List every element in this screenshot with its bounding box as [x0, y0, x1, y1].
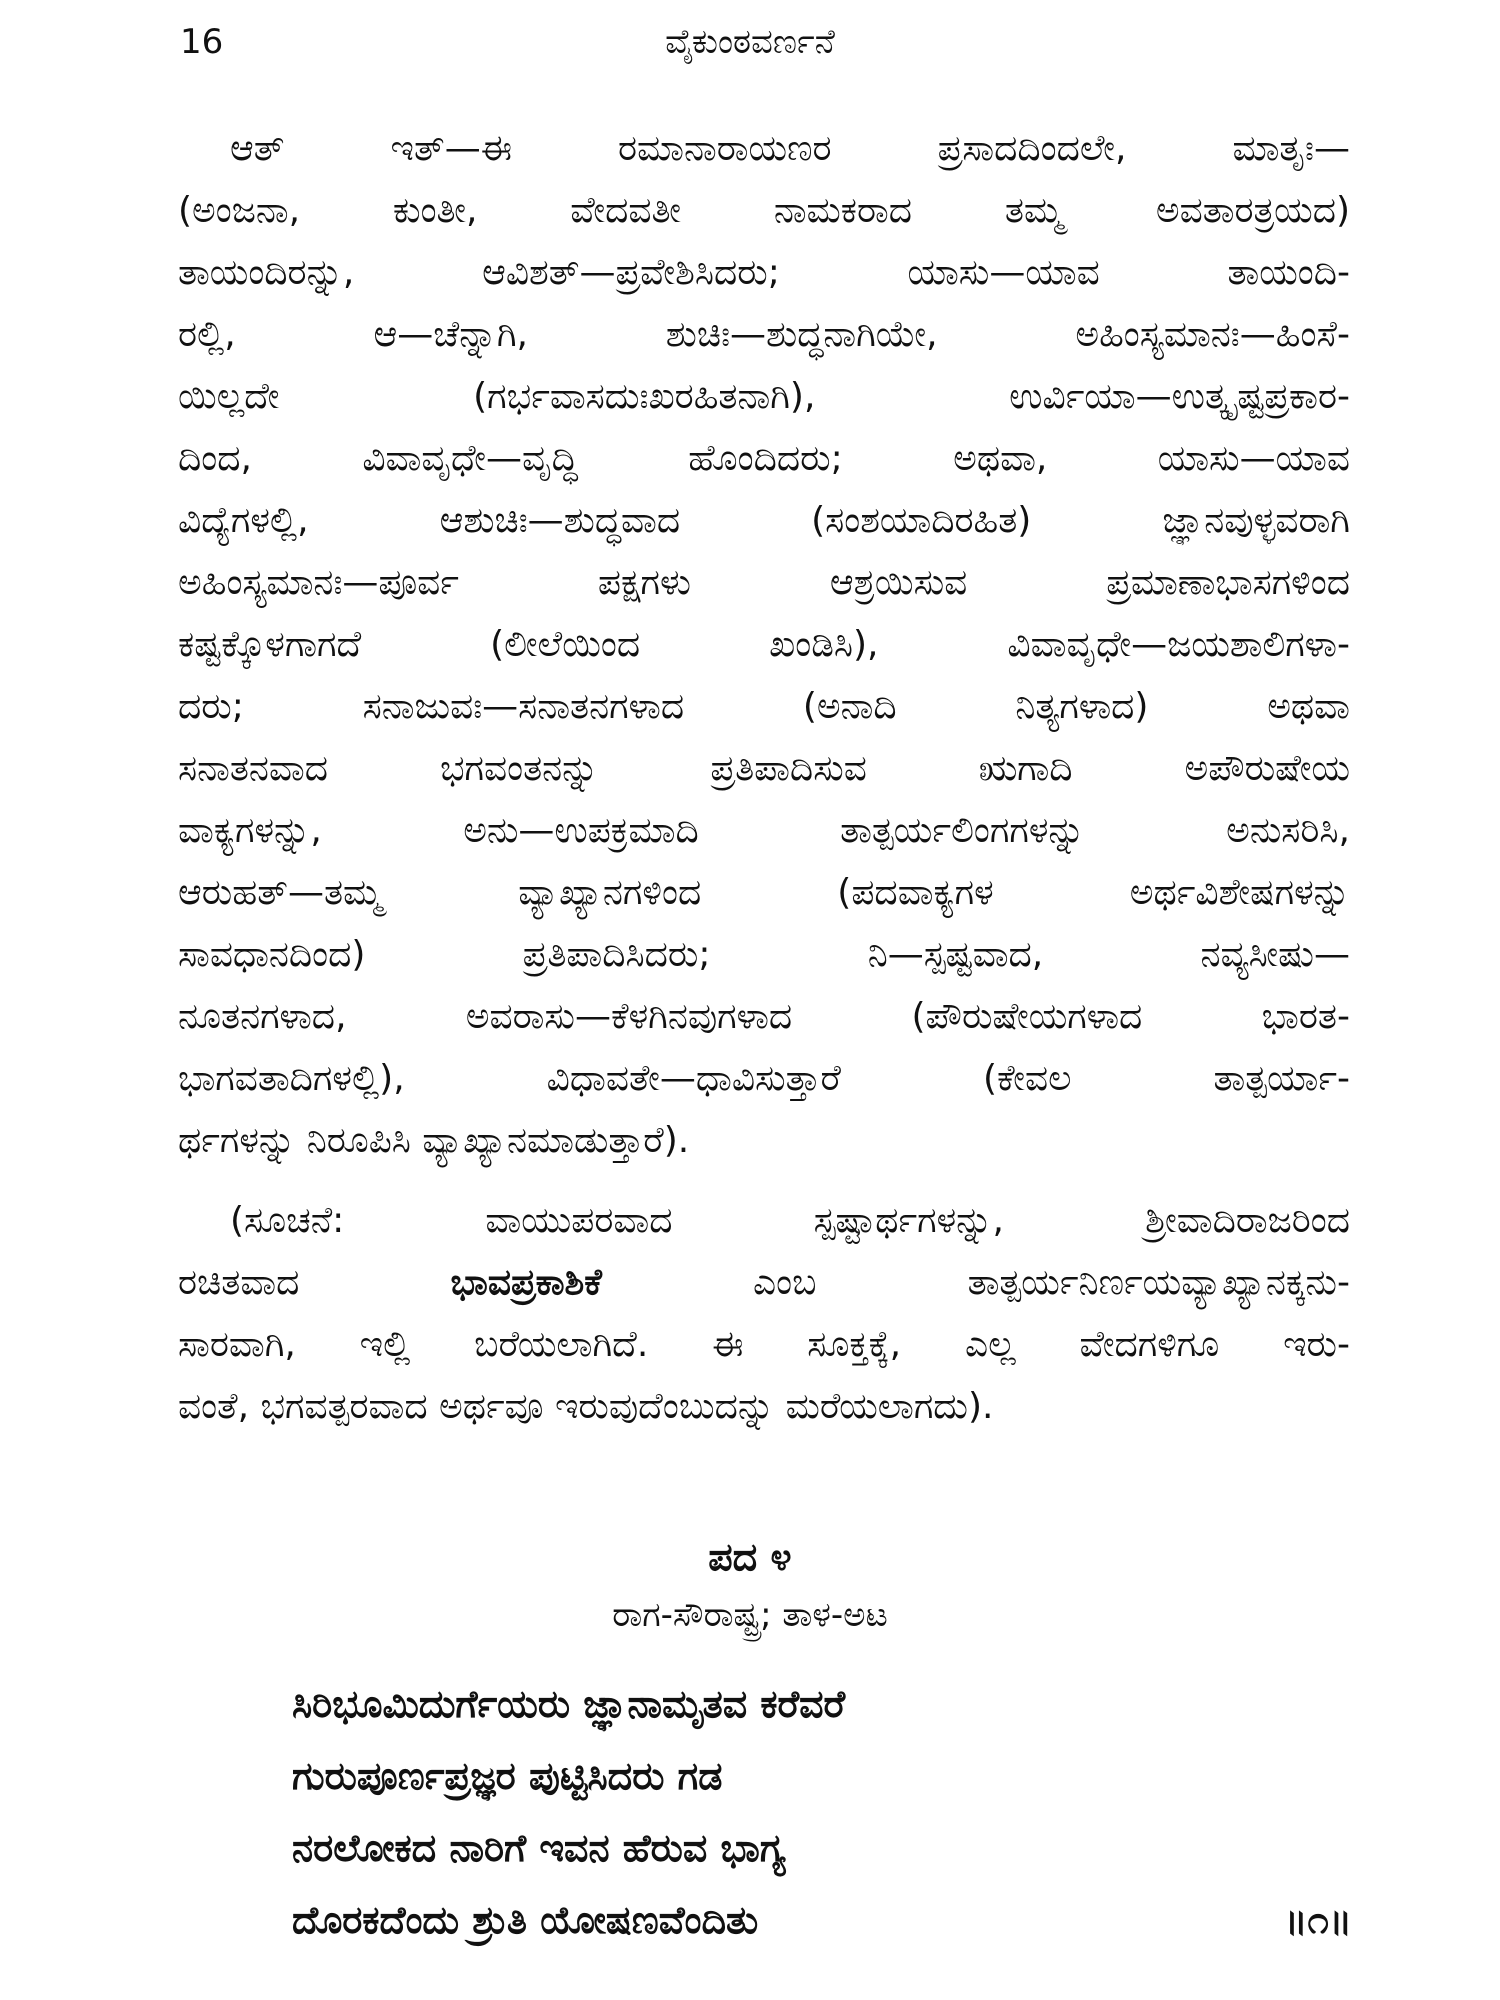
text-line: ವಿದ್ಯೆಗಳಲ್ಲಿ, ಆಶುಚಿಃ—ಶುದ್ಧವಾದ (ಸಂಶಯಾದಿರಹಿತ) ಜ್ಞಾನವುಳ್ಳವರಾಗಿ	[178, 500, 1350, 541]
raga-tala: ರಾಗ-ಸೌರಾಷ್ಟ್ರ; ತಾಳ-ಅಟ	[612, 1595, 888, 1635]
page-number: 16	[180, 22, 224, 62]
note-text: ಎಂಬ ತಾತ್ಪರ್ಯನಿರ್ಣಯವ್ಯಾಖ್ಯಾನಕ್ಕನು-	[601, 1262, 1350, 1303]
verse-block	[292, 1668, 1352, 1956]
verse-line: ನರಲೋಕದ ನಾರಿಗೆ ಇವನ ಹೆರುವ ಭಾಗ್ಯ	[292, 1826, 786, 1870]
note-line: ಸಾರವಾಗಿ, ಇಲ್ಲಿ ಬರೆಯಲಾಗಿದೆ. ಈ ಸೂಕ್ತಕ್ಕೆ, ಎಲ್ಲ ವೇದಗಳಿಗೂ ಇರು-	[178, 1324, 1350, 1365]
verse-line: ಸಿರಿಭೂಮಿದುರ್ಗೆಯರು ಜ್ಞಾನಾಮೃತವ ಕರೆವರೆ	[292, 1682, 846, 1726]
book-title-bold: ಭಾವಪ್ರಕಾಶಿಕೆ	[450, 1262, 602, 1303]
commentary-text	[178, 118, 1350, 1438]
text-line: ದಿಂದ, ವಿವಾವೃಧೇ—ವೃದ್ಧಿ ಹೊಂದಿದರು; ಅಥವಾ, ಯಾಸು—ಯಾವ	[178, 438, 1350, 479]
running-head-title: ವೈಕುಂಠವರ್ಣನೆ	[665, 22, 835, 62]
text-line: (ಅಂಜನಾ, ಕುಂತೀ, ವೇದವತೀ ನಾಮಕರಾದ ತಮ್ಮ ಅವತಾರತ್ರಯದ)	[178, 190, 1350, 231]
verse-line: ಗುರುಪೂರ್ಣಪ್ರಜ್ಞರ ಪುಟ್ಟಿಸಿದರು ಗಡ	[292, 1754, 723, 1798]
text-line: ರಲ್ಲಿ, ಆ—ಚೆನ್ನಾಗಿ, ಶುಚಿಃ—ಶುದ್ಧನಾಗಿಯೇ, ಅಹಿಂಸ್ಯಮಾನಃ—ಹಿಂಸೆ-	[178, 314, 1350, 355]
text-line: ಆತ್ ಇತ್—ಈ ರಮಾನಾರಾಯಣರ ಪ್ರಸಾದದಿಂದಲೇ, ಮಾತೃಃ—	[230, 128, 1350, 169]
text-line: ಸನಾತನವಾದ ಭಗವಂತನನ್ನು ಪ್ರತಿಪಾದಿಸುವ ಋಗಾದಿ ಅಪೌರುಷೇಯ	[178, 748, 1350, 789]
text-line: ಅಹಿಂಸ್ಯಮಾನಃ—ಪೂರ್ವ ಪಕ್ಷಗಳು ಆಶ್ರಯಿಸುವ ಪ್ರಮಾಣಾಭಾಸಗಳಿಂದ	[178, 562, 1350, 603]
verse-line: ದೊರಕದೆಂದು ಶ್ರುತಿ ಯೋಷಣವೆಂದಿತು	[292, 1898, 759, 1942]
text-line: ನೂತನಗಳಾದ, ಅವರಾಸು—ಕೆಳಗಿನವುಗಳಾದ (ಪೌರುಷೇಯಗಳಾದ ಭಾರತ-	[178, 996, 1350, 1037]
note-line	[178, 1252, 1350, 1314]
text-line: ವಾಕ್ಯಗಳನ್ನು, ಅನು—ಉಪಕ್ರಮಾದಿ ತಾತ್ಪರ್ಯಲಿಂಗಗಳನ್ನು ಅನುಸರಿಸಿ,	[178, 810, 1350, 851]
note-line: ವಂತೆ, ಭಗವತ್ಪರವಾದ ಅರ್ಥವೂ ಇರುವುದೆಂಬುದನ್ನು ಮರೆಯಲಾಗದು).	[178, 1386, 994, 1427]
text-line: ಆರುಹತ್—ತಮ್ಮ ವ್ಯಾಖ್ಯಾನಗಳಿಂದ (ಪದವಾಕ್ಯಗಳ ಅರ್ಥವಿಶೇಷಗಳನ್ನು	[178, 872, 1350, 913]
text-line: ರ್ಥಗಳನ್ನು ನಿರೂಪಿಸಿ ವ್ಯಾಖ್ಯಾನಮಾಡುತ್ತಾರೆ).	[178, 1120, 690, 1161]
text-line: ಭಾಗವತಾದಿಗಳಲ್ಲಿ), ವಿಧಾವತೇ—ಧಾವಿಸುತ್ತಾರೆ (ಕೇವಲ ತಾತ್ಪರ್ಯಾ-	[178, 1058, 1350, 1099]
verse-number: ॥೧॥	[1284, 1898, 1352, 1942]
text-line: ದರು; ಸನಾಜುವಃ—ಸನಾತನಗಳಾದ (ಅನಾದಿ ನಿತ್ಯಗಳಾದ) ಅಥವಾ	[178, 686, 1350, 727]
text-line: ಸಾವಧಾನದಿಂದ) ಪ್ರತಿಪಾದಿಸಿದರು; ನಿ—ಸ್ಪಷ್ಟವಾದ, ನವ್ಯಸೀಷು—	[178, 934, 1350, 975]
verse-line-last	[292, 1884, 1352, 1956]
text-line: ಯಿಲ್ಲದೇ (ಗರ್ಭವಾಸದುಃಖರಹಿತನಾಗಿ), ಉರ್ವಿಯಾ—ಉತ್ಕೃಷ್ಟಪ್ರಕಾರ-	[178, 376, 1350, 417]
note-text: ರಚಿತವಾದ	[178, 1262, 451, 1303]
song-title: ಪದ ೪	[708, 1535, 792, 1579]
text-line: ಕಷ್ಟಕ್ಕೊಳಗಾಗದೆ (ಲೀಲೆಯಿಂದ ಖಂಡಿಸಿ), ವಿವಾವೃಧೇ—ಜಯಶಾಲಿಗಳಾ-	[178, 624, 1350, 665]
text-line: ತಾಯಂದಿರನ್ನು, ಆವಿಶತ್—ಪ್ರವೇಶಿಸಿದರು; ಯಾಸು—ಯಾವ ತಾಯಂದಿ-	[178, 252, 1350, 293]
note-line: (ಸೂಚನೆ: ವಾಯುಪರವಾದ ಸ್ಪಷ್ಟಾರ್ಥಗಳನ್ನು, ಶ್ರೀವಾದಿರಾಜರಿಂದ	[230, 1200, 1350, 1241]
